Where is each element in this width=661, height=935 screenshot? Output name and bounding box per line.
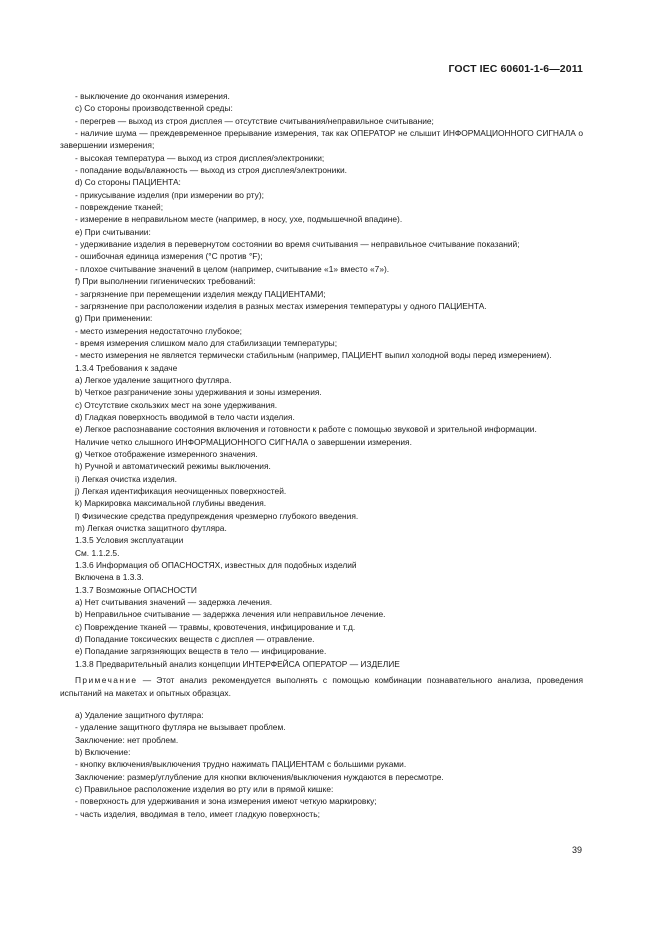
text-line: b) Четкое разграничение зоны удерживания и зоны измерения. xyxy=(75,387,322,398)
text-line: - загрязнение при расположении изделия в разных местах измерения температуры у одного ПАЦИЕНТА. xyxy=(75,300,487,311)
text-line: Наличие четко слышного ИНФОРМАЦИОННОГО СИГНАЛА о завершении измерения. xyxy=(75,436,412,447)
section-heading: 1.3.8 Предварительный анализ концепции ИНТЕРФЕЙСА ОПЕРАТОР — ИЗДЕЛИЕ xyxy=(75,658,400,669)
text-line: b) Включение: xyxy=(75,746,131,757)
text-line: a) Нет считывания значений — задержка лечения. xyxy=(75,597,273,608)
note-label: Примечание xyxy=(75,675,138,686)
text-line: a) Легкое удаление защитного футляра. xyxy=(75,374,232,385)
text-line: - попадание воды/влажность — выход из строя дисплея/электроники. xyxy=(75,165,348,176)
text-line: - место измерения не является термически стабильным (например, ПАЦИЕНТ выпил холодной воды перед измерением). xyxy=(75,350,552,361)
section-heading: 1.3.6 Информация об ОПАСНОСТЯХ, известных для подобных изделий xyxy=(75,560,357,571)
text-line: Заключение: нет проблем. xyxy=(75,734,179,745)
text-line: e) Легкое распознавание состояния включения и готовности к работе с помощью звуковой и зрительной информации. xyxy=(75,424,537,435)
text-line: - кнопку включения/выключения трудно нажимать ПАЦИЕНТАМ с большими руками. xyxy=(75,759,407,770)
text-line: m) Легкая очистка защитного футляра. xyxy=(75,523,227,534)
note-text: — Этот анализ рекомендуется выполнять с помощью комбинации познавательного анализа, проведения испытаний на макетах и опытных образцах. xyxy=(60,675,583,698)
text-line: - поверхность для удерживания и зона измерения имеют четкую маркировку; xyxy=(75,796,377,807)
section-heading: 1.3.5 Условия эксплуатации xyxy=(75,535,184,546)
note-paragraph xyxy=(60,674,583,699)
text-line: l) Физические средства предупреждения чрезмерно глубокого введения. xyxy=(75,510,359,521)
text-line: - удерживание изделия в перевернутом состоянии во время считывания — неправильное считывание показаний; xyxy=(75,239,520,250)
body-text xyxy=(60,90,583,820)
text-line: - повреждение тканей; xyxy=(75,202,164,213)
text-line: - измерение в неправильном месте (например, в носу, ухе, подмышечной впадине). xyxy=(75,214,403,225)
text-line: e) При считывании: xyxy=(75,226,151,237)
text-line: - выключение до окончания измерения. xyxy=(75,91,230,101)
page-number: 39 xyxy=(571,845,582,855)
text-line: - высокая температура — выход из строя дисплея/электроники; xyxy=(75,152,325,163)
text-line: g) При применении: xyxy=(75,313,153,324)
text-line: e) Попадание загрязняющих веществ в тело — инфицирование. xyxy=(75,646,327,657)
text-line: h) Ручной и автоматический режимы выключения. xyxy=(75,461,271,472)
text-line: - загрязнение при перемещении изделия между ПАЦИЕНТАМИ; xyxy=(75,288,326,299)
text-line: - наличие шума — преждевременное прерывание измерения, так как ОПЕРАТОР не слышит ИНФОРМАЦИОННОГО СИГНАЛА о завершении измерения; xyxy=(60,128,583,151)
text-line: c) Повреждение тканей — травмы, кровотечения, инфицирование и т.д. xyxy=(75,621,356,632)
text-line: b) Неправильное считывание — задержка лечения или неправильное лечение. xyxy=(75,609,386,620)
text-line: - ошибочная единица измерения (°С против °F); xyxy=(75,251,263,262)
text-line: Заключение: размер/углубление для кнопки включения/выключения нуждаются в пересмотре. xyxy=(75,771,444,782)
text-line: k) Маркировка максимальной глубины введения. xyxy=(75,498,267,509)
text-line: d) Попадание токсических веществ с дисплея — отравление. xyxy=(75,634,315,645)
text-line: c) Правильное расположение изделия во рту или в прямой кишке: xyxy=(75,783,334,794)
text-line: i) Легкая очистка изделия. xyxy=(75,473,177,484)
text-line: - плохое считывание значений в целом (например, считывание «1» вместо «7»). xyxy=(75,263,390,274)
text-line: c) Отсутствие скользких мест на зоне удерживания. xyxy=(75,399,278,410)
text-line: - прикусывание изделия (при измерении во рту); xyxy=(75,189,264,200)
text-line: d) Со стороны ПАЦИЕНТА: xyxy=(75,177,181,188)
text-line: g) Четкое отображение измеренного значения. xyxy=(75,448,258,459)
text-line: - время измерения слишком мало для стабилизации температуры; xyxy=(75,337,338,348)
text-line: c) Со стороны производственной среды: xyxy=(75,103,233,114)
section-heading: 1.3.4 Требования к задаче xyxy=(75,362,178,373)
text-line: - удаление защитного футляра не вызывает проблем. xyxy=(75,722,286,733)
text-line: j) Легкая идентификация неочищенных поверхностей. xyxy=(75,486,287,496)
text-line: - место измерения недостаточно глубокое; xyxy=(75,325,242,336)
text-line: См. 1.1.2.5. xyxy=(75,547,120,558)
section-heading: 1.3.7 Возможные ОПАСНОСТИ xyxy=(75,584,197,595)
standard-header: ГОСТ IEC 60601-1-6—2011 xyxy=(448,63,583,75)
text-line: d) Гладкая поверхность вводимой в тело части изделия. xyxy=(75,411,295,422)
text-line: f) При выполнении гигиенических требований: xyxy=(75,276,256,287)
text-line: Включена в 1.3.3. xyxy=(75,572,144,583)
text-line: - часть изделия, вводимая в тело, имеет гладкую поверхность; xyxy=(75,808,320,819)
text-line: - перегрев — выход из строя дисплея — отсутствие считывания/неправильное считывание; xyxy=(75,115,434,126)
text-line: a) Удаление защитного футляра: xyxy=(75,709,204,720)
